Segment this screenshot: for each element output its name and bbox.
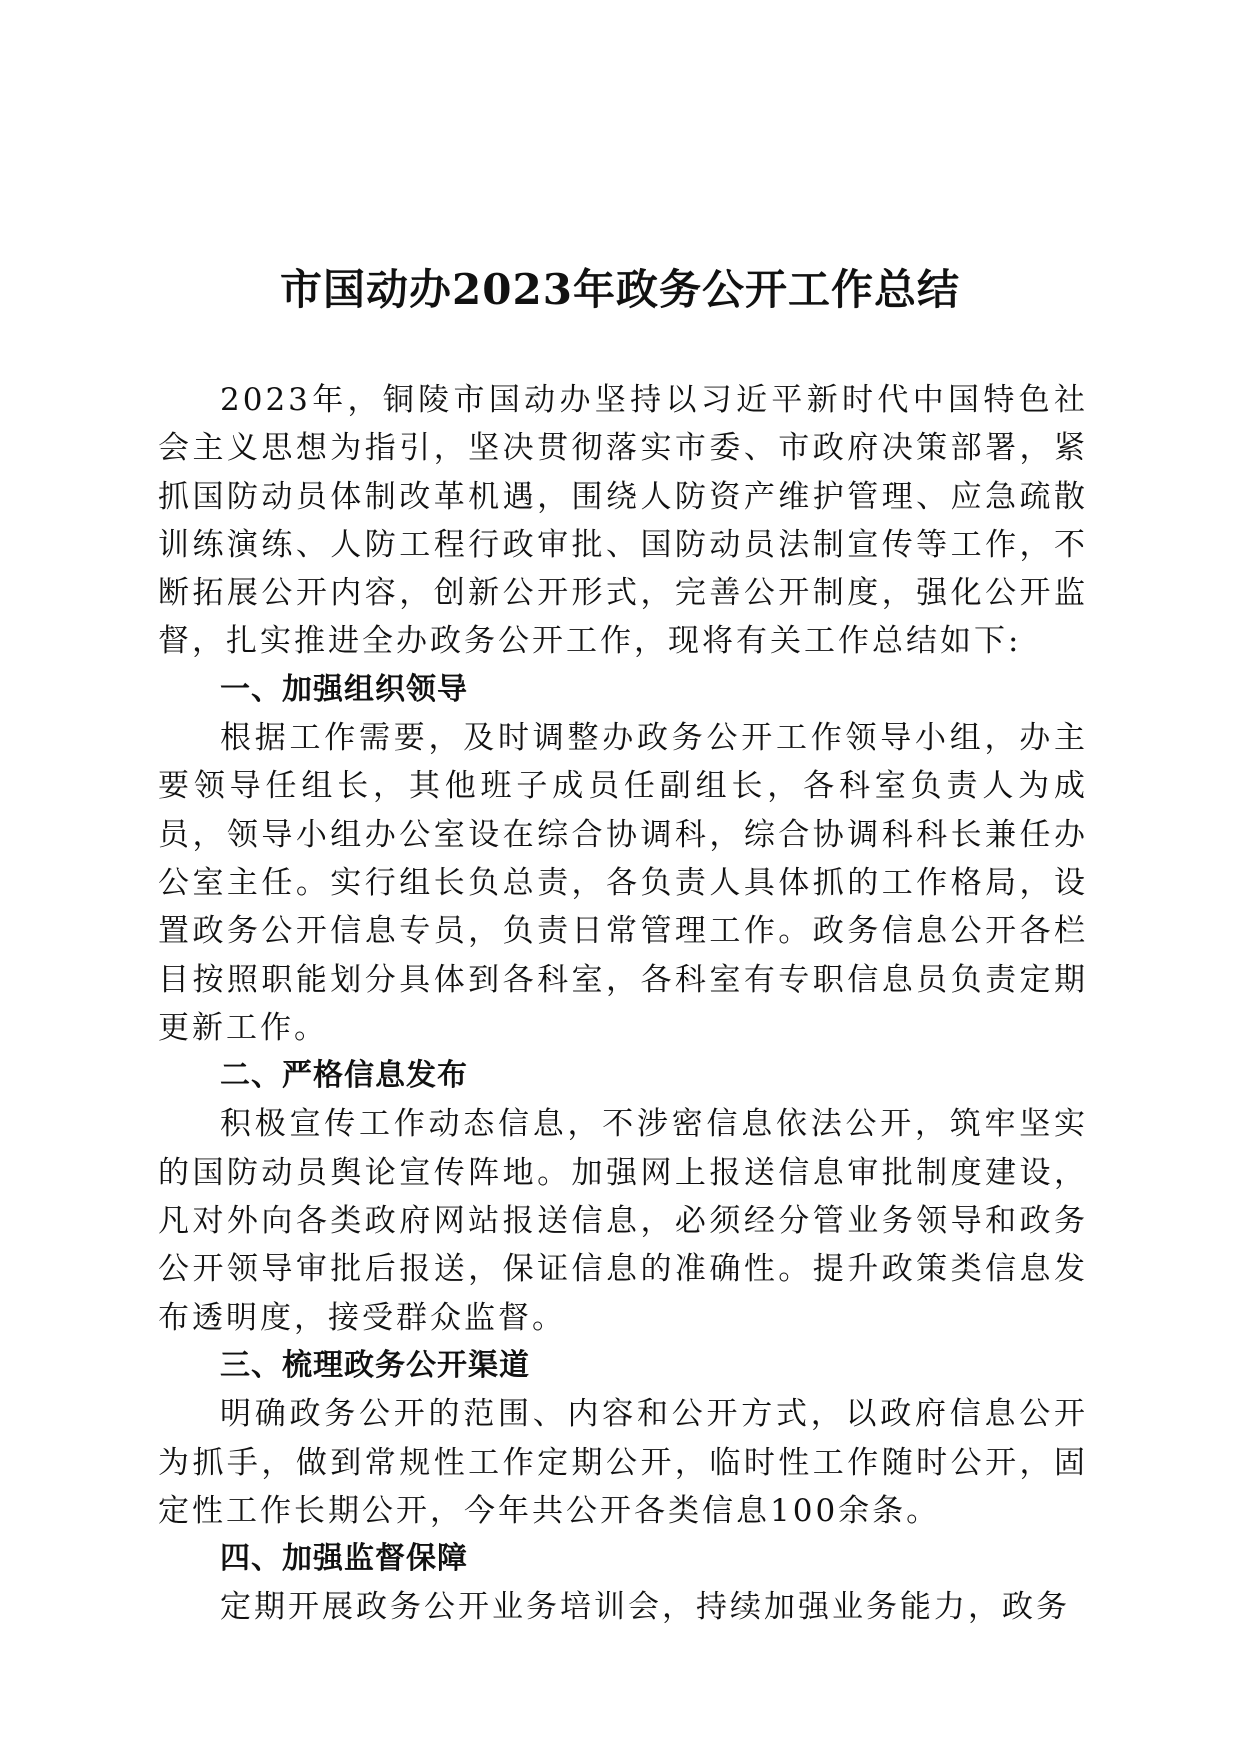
intro-paragraph: 2023年，铜陵市国动办坚持以习近平新时代中国特色社会主义思想为指引，坚决贯彻落实市委、市政府决策部署，紧抓国防动员体制改革机遇，围绕人防资产维护管理、应急疏散训练演练、人防工程行政审批、国防动员法制宣传等工作，不断拓展公开内容，创新公开形式，完善公开制度，强化公开监督，扎实推进全办政务公开工作，现将有关工作总结如下: (158, 382, 1088, 660)
section-heading-3: 三、梳理政务公开渠道 (220, 1347, 530, 1383)
section-heading-4: 四、加强监督保障 (220, 1541, 468, 1577)
section-paragraph-3: 明确政务公开的范围、内容和公开方式，以政府信息公开为抓手，做到常规性工作定期公开，临时性工作随时公开，固定性工作长期公开，今年共公开各类信息100余条。 (158, 1396, 1088, 1529)
document-title: 市国动办2023年政务公开工作总结 (280, 265, 960, 314)
section-paragraph-4: 定期开展政务公开业务培训会，持续加强业务能力，政务 (220, 1589, 1070, 1626)
section-heading-1: 一、加强组织领导 (220, 671, 468, 707)
section-paragraph-1: 根据工作需要，及时调整办政务公开工作领导小组，办主要领导任组长，其他班子成员任副组长，各科室负责人为成员，领导小组办公室设在综合协调科，综合协调科科长兼任办公室主任。实行组长负总责，各负责人具体抓的工作格局，设置政务公开信息专员，负责日常管理工作。政务信息公开各栏目按照职能划分具体到各科室，各科室有专职信息员负责定期更新工作。 (158, 720, 1088, 1046)
document-body (158, 376, 1088, 1632)
section-paragraph-2: 积极宣传工作动态信息，不涉密信息依法公开，筑牢坚实的国防动员舆论宣传阵地。加强网上报送信息审批制度建设，凡对外向各类政府网站报送信息，必须经分管业务领导和政务公开领导审批后报送，保证信息的准确性。提升政策类信息发布透明度，接受群众监督。 (158, 1106, 1088, 1336)
section-heading-2: 二、严格信息发布 (220, 1058, 468, 1094)
